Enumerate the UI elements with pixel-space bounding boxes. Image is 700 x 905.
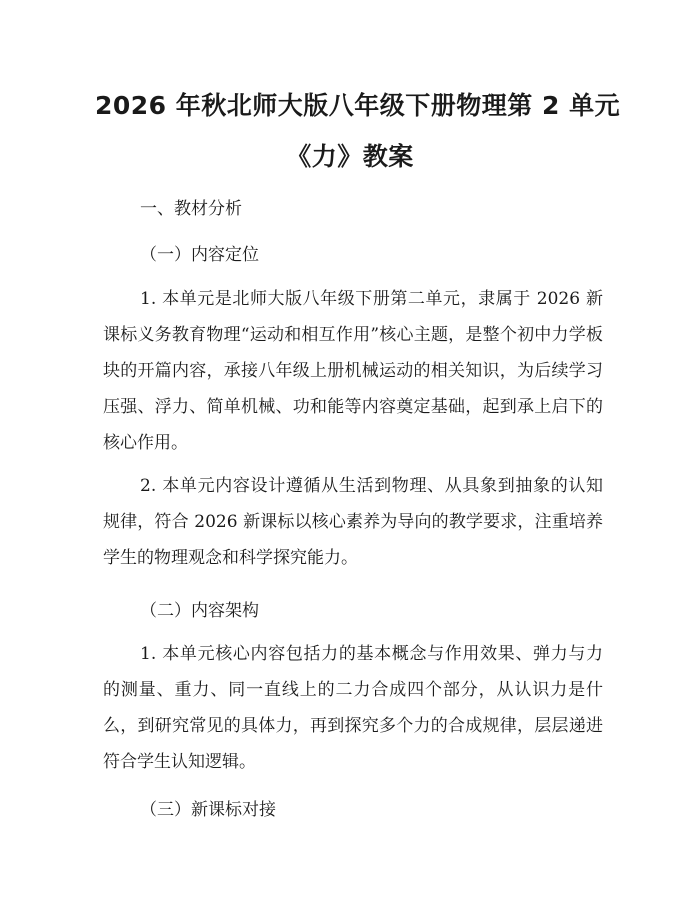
paragraph-text: 1. 本单元是北师大版八年级下册第二单元，隶属于 2026 新课标义务教育物理“运动和相互作用”核心主题，是整个初中力学板块的开篇内容，承接八年级上册机械运动的相关知识，为后续学习压强、浮力、简单机械、功和能等内容奠定基础，起到承上启下的核心作用。: [103, 289, 603, 453]
subheading-content-positioning: （一）内容定位: [140, 245, 259, 265]
document-title-line-2: 《力》教案: [286, 142, 414, 171]
paragraph-text: 2. 本单元内容设计遵循从生活到物理、从具象到抽象的认知规律，符合 2026 新课标以核心素养为导向的教学要求，注重培养学生的物理观念和科学探究能力。: [103, 476, 603, 568]
paragraph-structure-1: [103, 636, 603, 780]
paragraph-positioning-1: [103, 281, 603, 461]
paragraph-text: 1. 本单元核心内容包括力的基本概念与作用效果、弹力与力的测量、重力、同一直线上的二力合成四个部分，从认识力是什么，到研究常见的具体力，再到探究多个力的合成规律，层层递进符合学生认知逻辑。: [103, 644, 603, 772]
section-heading-textbook-analysis: 一、教材分析: [140, 199, 242, 219]
document-title-line-1: 2026 年秋北师大版八年级下册物理第 2 单元: [95, 91, 621, 120]
subheading-curriculum-alignment: （三）新课标对接: [140, 800, 276, 820]
paragraph-positioning-2: [103, 468, 603, 576]
subheading-content-structure: （二）内容架构: [140, 601, 259, 621]
